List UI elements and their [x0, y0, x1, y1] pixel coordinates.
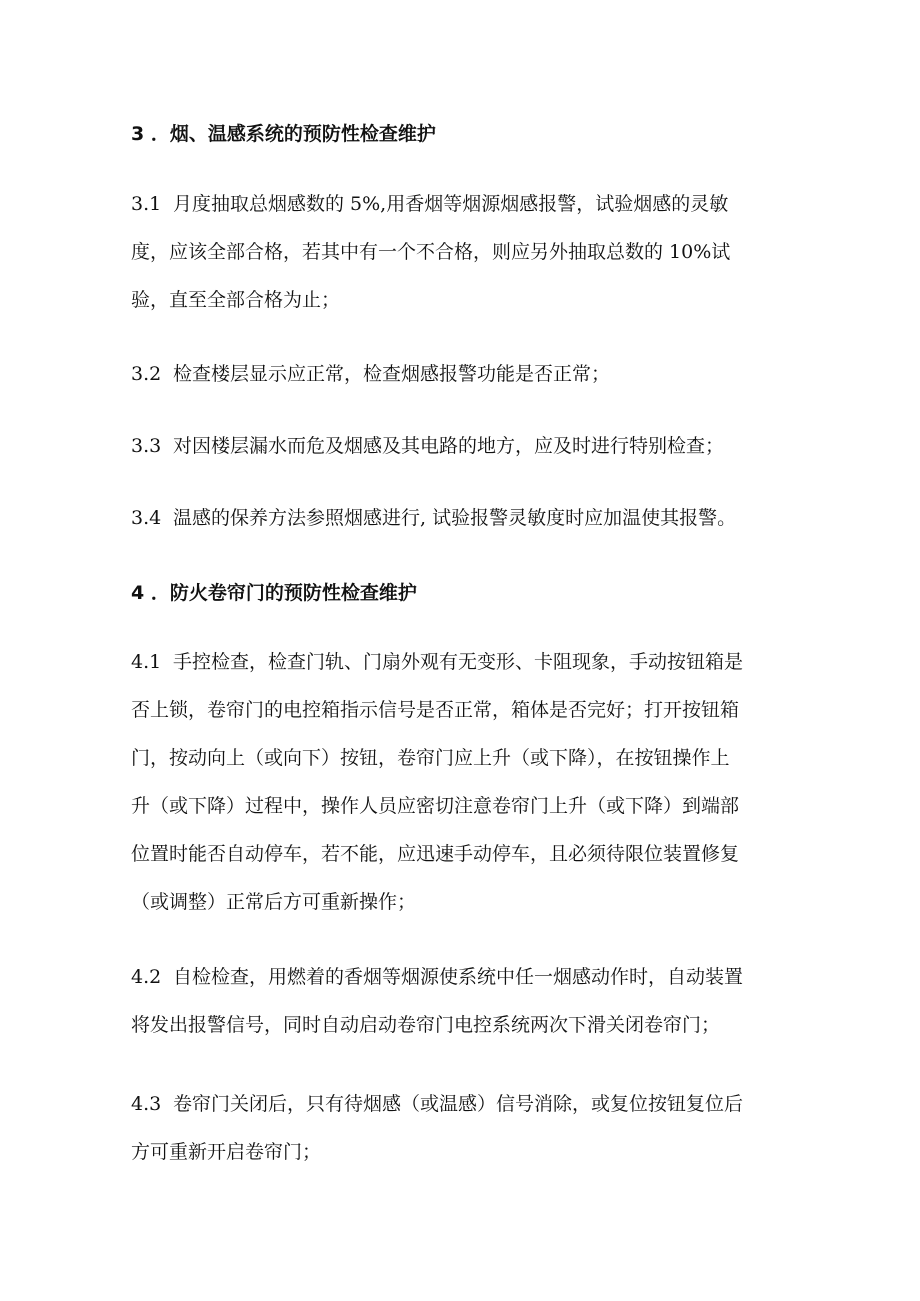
line-text: 温感的保养方法参照烟感进行, 试验报警灵敏度时应加温使其报警。	[173, 507, 737, 529]
item-number: 4.1	[131, 651, 162, 673]
paragraph-line: 方可重新开启卷帘门；	[131, 1141, 322, 1163]
paragraph-line	[131, 953, 791, 1001]
item-number: 3.4	[131, 507, 162, 529]
item-number: 4.3	[131, 1093, 162, 1115]
item-number: 4.2	[131, 966, 162, 988]
paragraph-3-1	[131, 180, 791, 324]
paragraph-3-3	[131, 422, 791, 470]
paragraph-line: 将发出报警信号，同时自动启动卷帘门电控系统两次下滑关闭卷帘门；	[131, 1014, 721, 1036]
paragraph-line	[131, 1080, 791, 1128]
paragraph-line: 升（或下降）过程中，操作人员应密切注意卷帘门上升（或下降）到端部	[131, 795, 740, 817]
paragraph-4-1	[131, 638, 791, 926]
paragraph-line: 验，直至全部合格为止；	[131, 289, 341, 311]
item-number: 3.3	[131, 435, 162, 457]
line-text: 手控检查，检查门轨、门扇外观有无变形、卡阻现象，手动按钮箱是	[173, 651, 744, 673]
paragraph-line	[131, 422, 791, 470]
paragraph-line	[131, 180, 791, 228]
line-text: 卷帘门关闭后，只有待烟感（或温感）信号消除，或复位按钮复位后	[173, 1093, 744, 1115]
paragraph-line: 门，按动向上（或向下）按钮，卷帘门应上升（或下降），在按钮操作上	[131, 747, 730, 769]
line-text: 月度抽取总烟感数的 5%,用香烟等烟源烟感报警，试验烟感的灵敏	[173, 193, 729, 215]
line-text: 检查楼层显示应正常，检查烟感报警功能是否正常；	[173, 363, 611, 385]
item-number: 3.1	[131, 193, 162, 215]
paragraph-line: 位置时能否自动停车，若不能，应迅速手动停车，且必须待限位装置修复	[131, 843, 740, 865]
line-text: 对因楼层漏水而危及烟感及其电路的地方，应及时进行特别检查；	[173, 435, 725, 457]
item-number: 3.2	[131, 363, 162, 385]
paragraph-line	[131, 494, 791, 542]
paragraph-line: 否上锁，卷帘门的电控箱指示信号是否正常，箱体是否完好；打开按钮箱	[131, 699, 740, 721]
paragraph-line	[131, 350, 791, 398]
section-4-heading: 4 ．防火卷帘门的预防性检查维护	[131, 582, 417, 604]
line-text: 自检检查，用燃着的香烟等烟源使系统中任一烟感动作时，自动装置	[173, 966, 744, 988]
section-3-heading: 3 ．烟、温感系统的预防性检查维护	[131, 123, 436, 145]
paragraph-line	[131, 638, 791, 686]
paragraph-4-2	[131, 953, 791, 1049]
paragraph-line: 度，应该全部合格，若其中有一个不合格，则应另外抽取总数的 10%试	[131, 241, 731, 263]
paragraph-3-4	[131, 494, 791, 542]
paragraph-4-3	[131, 1080, 791, 1176]
paragraph-line: （或调整）正常后方可重新操作；	[131, 891, 417, 913]
paragraph-3-2	[131, 350, 791, 398]
